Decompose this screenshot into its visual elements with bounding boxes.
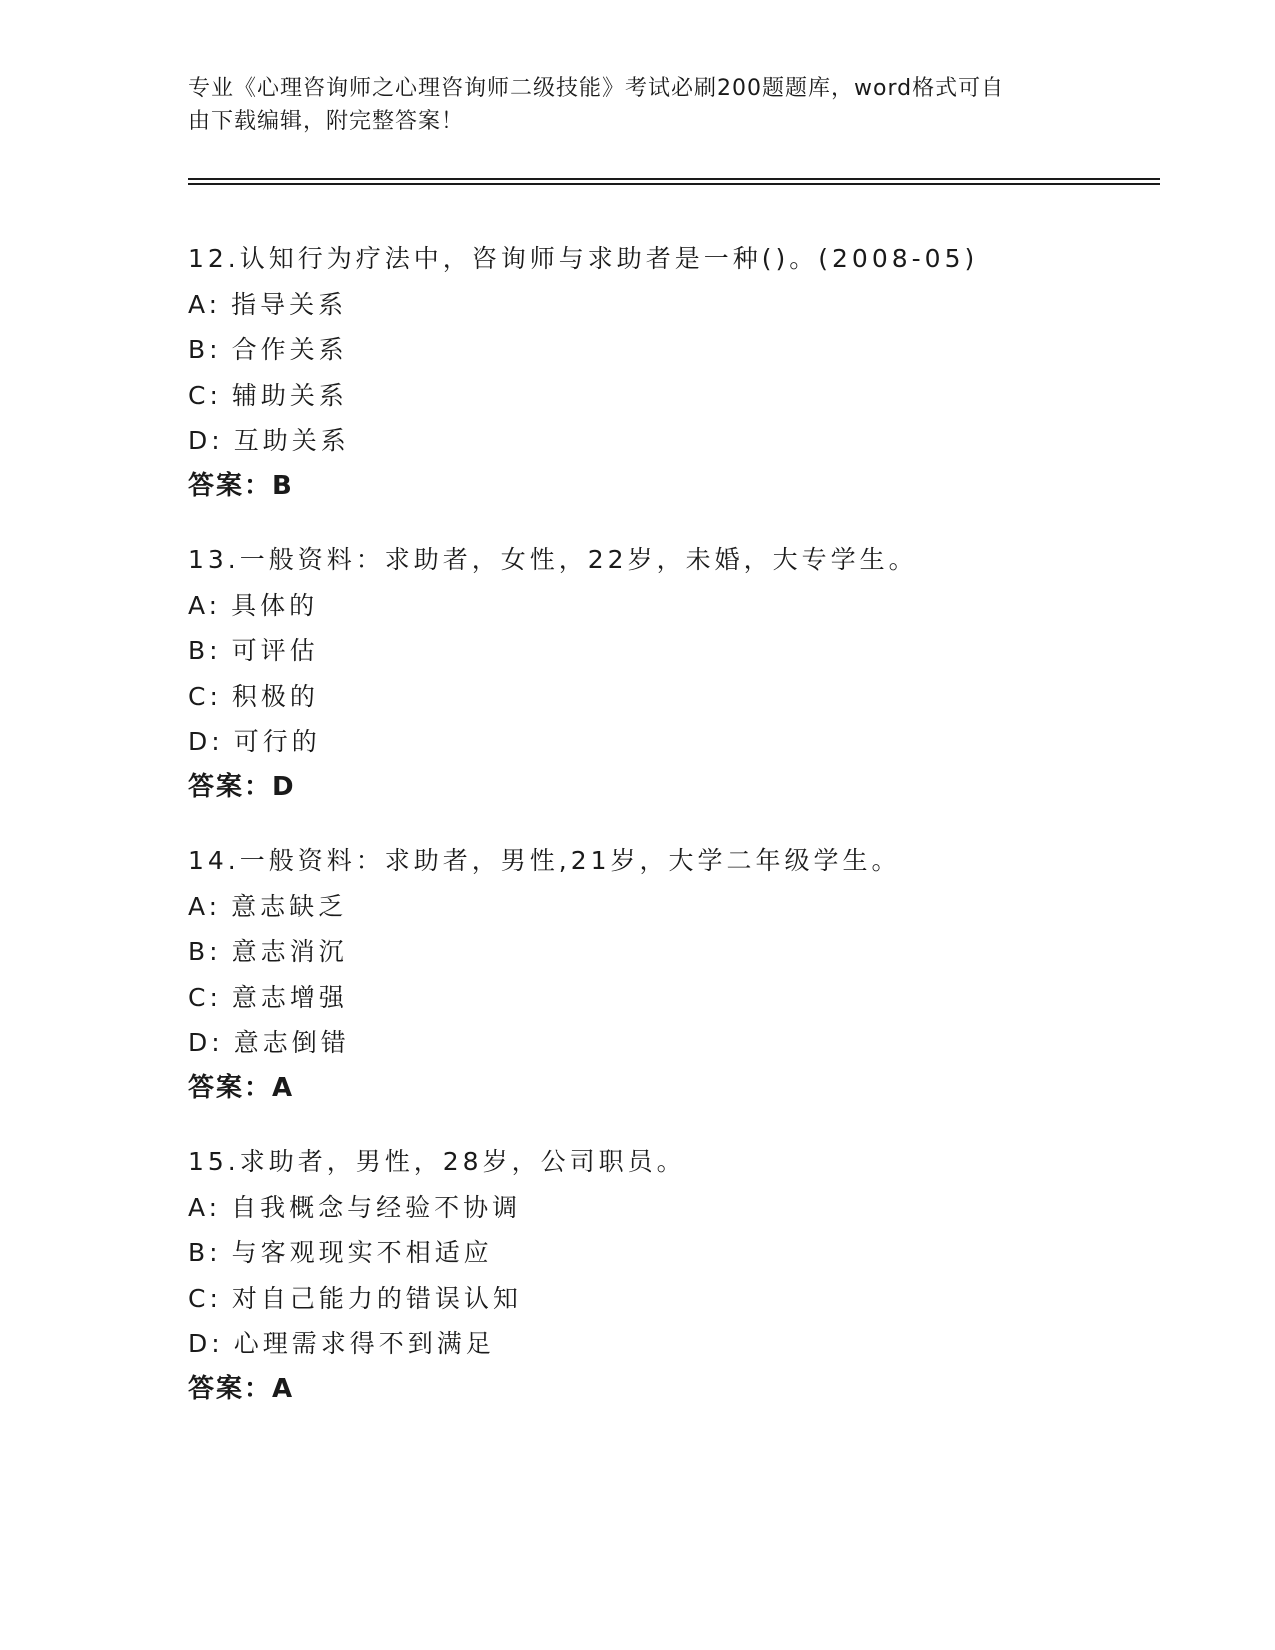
answer-label: 答案： bbox=[188, 1072, 273, 1103]
document-header bbox=[188, 72, 1068, 138]
answer-label: 答案： bbox=[188, 771, 273, 802]
question-14 bbox=[188, 838, 1148, 1111]
option-d bbox=[188, 1321, 1148, 1367]
answer-label: 答案： bbox=[188, 470, 273, 501]
option-text: 合作关系 bbox=[231, 335, 348, 364]
answer-value: D bbox=[272, 771, 296, 802]
option-text: 与客观现实不相适应 bbox=[231, 1238, 493, 1267]
question-stem: 14.一般资料：求助者，男性,21岁，大学二年级学生。 bbox=[188, 846, 901, 875]
answer-label: 答案： bbox=[188, 1373, 273, 1404]
option-letter: C: bbox=[188, 681, 222, 711]
option-text: 对自己能力的错误认知 bbox=[231, 1283, 522, 1313]
answer-value: A bbox=[272, 1373, 295, 1404]
option-letter: B: bbox=[188, 1238, 222, 1267]
option-letter: B: bbox=[188, 335, 222, 364]
question-stem: 12.认知行为疗法中，咨询师与求助者是一种()。(2008-05) bbox=[188, 244, 979, 273]
question-stem: 15.求助者，男性，28岁，公司职员。 bbox=[188, 1147, 686, 1176]
option-c bbox=[188, 1276, 1148, 1322]
option-b bbox=[188, 628, 1148, 674]
option-letter: D: bbox=[188, 1028, 224, 1057]
answer-value: B bbox=[272, 470, 294, 501]
option-letter: A: bbox=[188, 590, 222, 620]
option-text: 意志缺乏 bbox=[231, 891, 348, 921]
option-text: 意志消沉 bbox=[231, 937, 348, 966]
option-d bbox=[188, 418, 1148, 464]
option-text: 积极的 bbox=[231, 681, 319, 711]
option-text: 互助关系 bbox=[233, 426, 350, 455]
option-letter: B: bbox=[188, 636, 222, 665]
header-line-2: 由下载编辑，附完整答案！ bbox=[188, 109, 465, 134]
header-line-1: 专业《心理咨询师之心理咨询师二级技能》考试必刷200题题库，word格式可自 bbox=[188, 76, 1005, 101]
option-letter: C: bbox=[188, 380, 222, 410]
option-text: 心理需求得不到满足 bbox=[233, 1329, 495, 1358]
option-letter: D: bbox=[188, 1329, 224, 1358]
question-stem: 13.一般资料：求助者，女性，22岁，未婚，大专学生。 bbox=[188, 545, 918, 574]
option-b bbox=[188, 929, 1148, 975]
option-letter: C: bbox=[188, 1283, 222, 1313]
answer-line bbox=[188, 765, 1148, 811]
option-d bbox=[188, 1020, 1148, 1066]
option-text: 具体的 bbox=[231, 590, 319, 620]
option-c bbox=[188, 373, 1148, 419]
option-a bbox=[188, 1185, 1148, 1231]
option-letter: A: bbox=[188, 891, 222, 921]
option-a bbox=[188, 583, 1148, 629]
option-c bbox=[188, 975, 1148, 1021]
option-text: 意志增强 bbox=[231, 982, 348, 1012]
option-b bbox=[188, 1230, 1148, 1276]
option-letter: A: bbox=[188, 1192, 222, 1222]
option-c bbox=[188, 674, 1148, 720]
answer-line bbox=[188, 1066, 1148, 1112]
answer-value: A bbox=[272, 1072, 295, 1103]
question-12 bbox=[188, 236, 1148, 509]
option-letter: D: bbox=[188, 727, 224, 756]
option-text: 自我概念与经验不协调 bbox=[231, 1192, 522, 1222]
option-letter: B: bbox=[188, 937, 222, 966]
header-divider-top bbox=[188, 178, 1160, 180]
option-text: 意志倒错 bbox=[233, 1028, 350, 1057]
answer-line bbox=[188, 464, 1148, 510]
option-text: 可行的 bbox=[233, 727, 321, 756]
answer-line bbox=[188, 1367, 1148, 1413]
option-a bbox=[188, 884, 1148, 930]
question-list bbox=[188, 236, 1148, 1440]
option-letter: C: bbox=[188, 982, 222, 1012]
option-letter: A: bbox=[188, 289, 222, 319]
header-divider-bottom bbox=[188, 183, 1160, 185]
question-13 bbox=[188, 537, 1148, 810]
option-a bbox=[188, 282, 1148, 328]
option-text: 可评估 bbox=[231, 636, 319, 665]
option-letter: D: bbox=[188, 426, 224, 455]
question-15 bbox=[188, 1139, 1148, 1412]
option-text: 指导关系 bbox=[231, 289, 348, 319]
option-text: 辅助关系 bbox=[231, 380, 348, 410]
option-b bbox=[188, 327, 1148, 373]
option-d bbox=[188, 719, 1148, 765]
